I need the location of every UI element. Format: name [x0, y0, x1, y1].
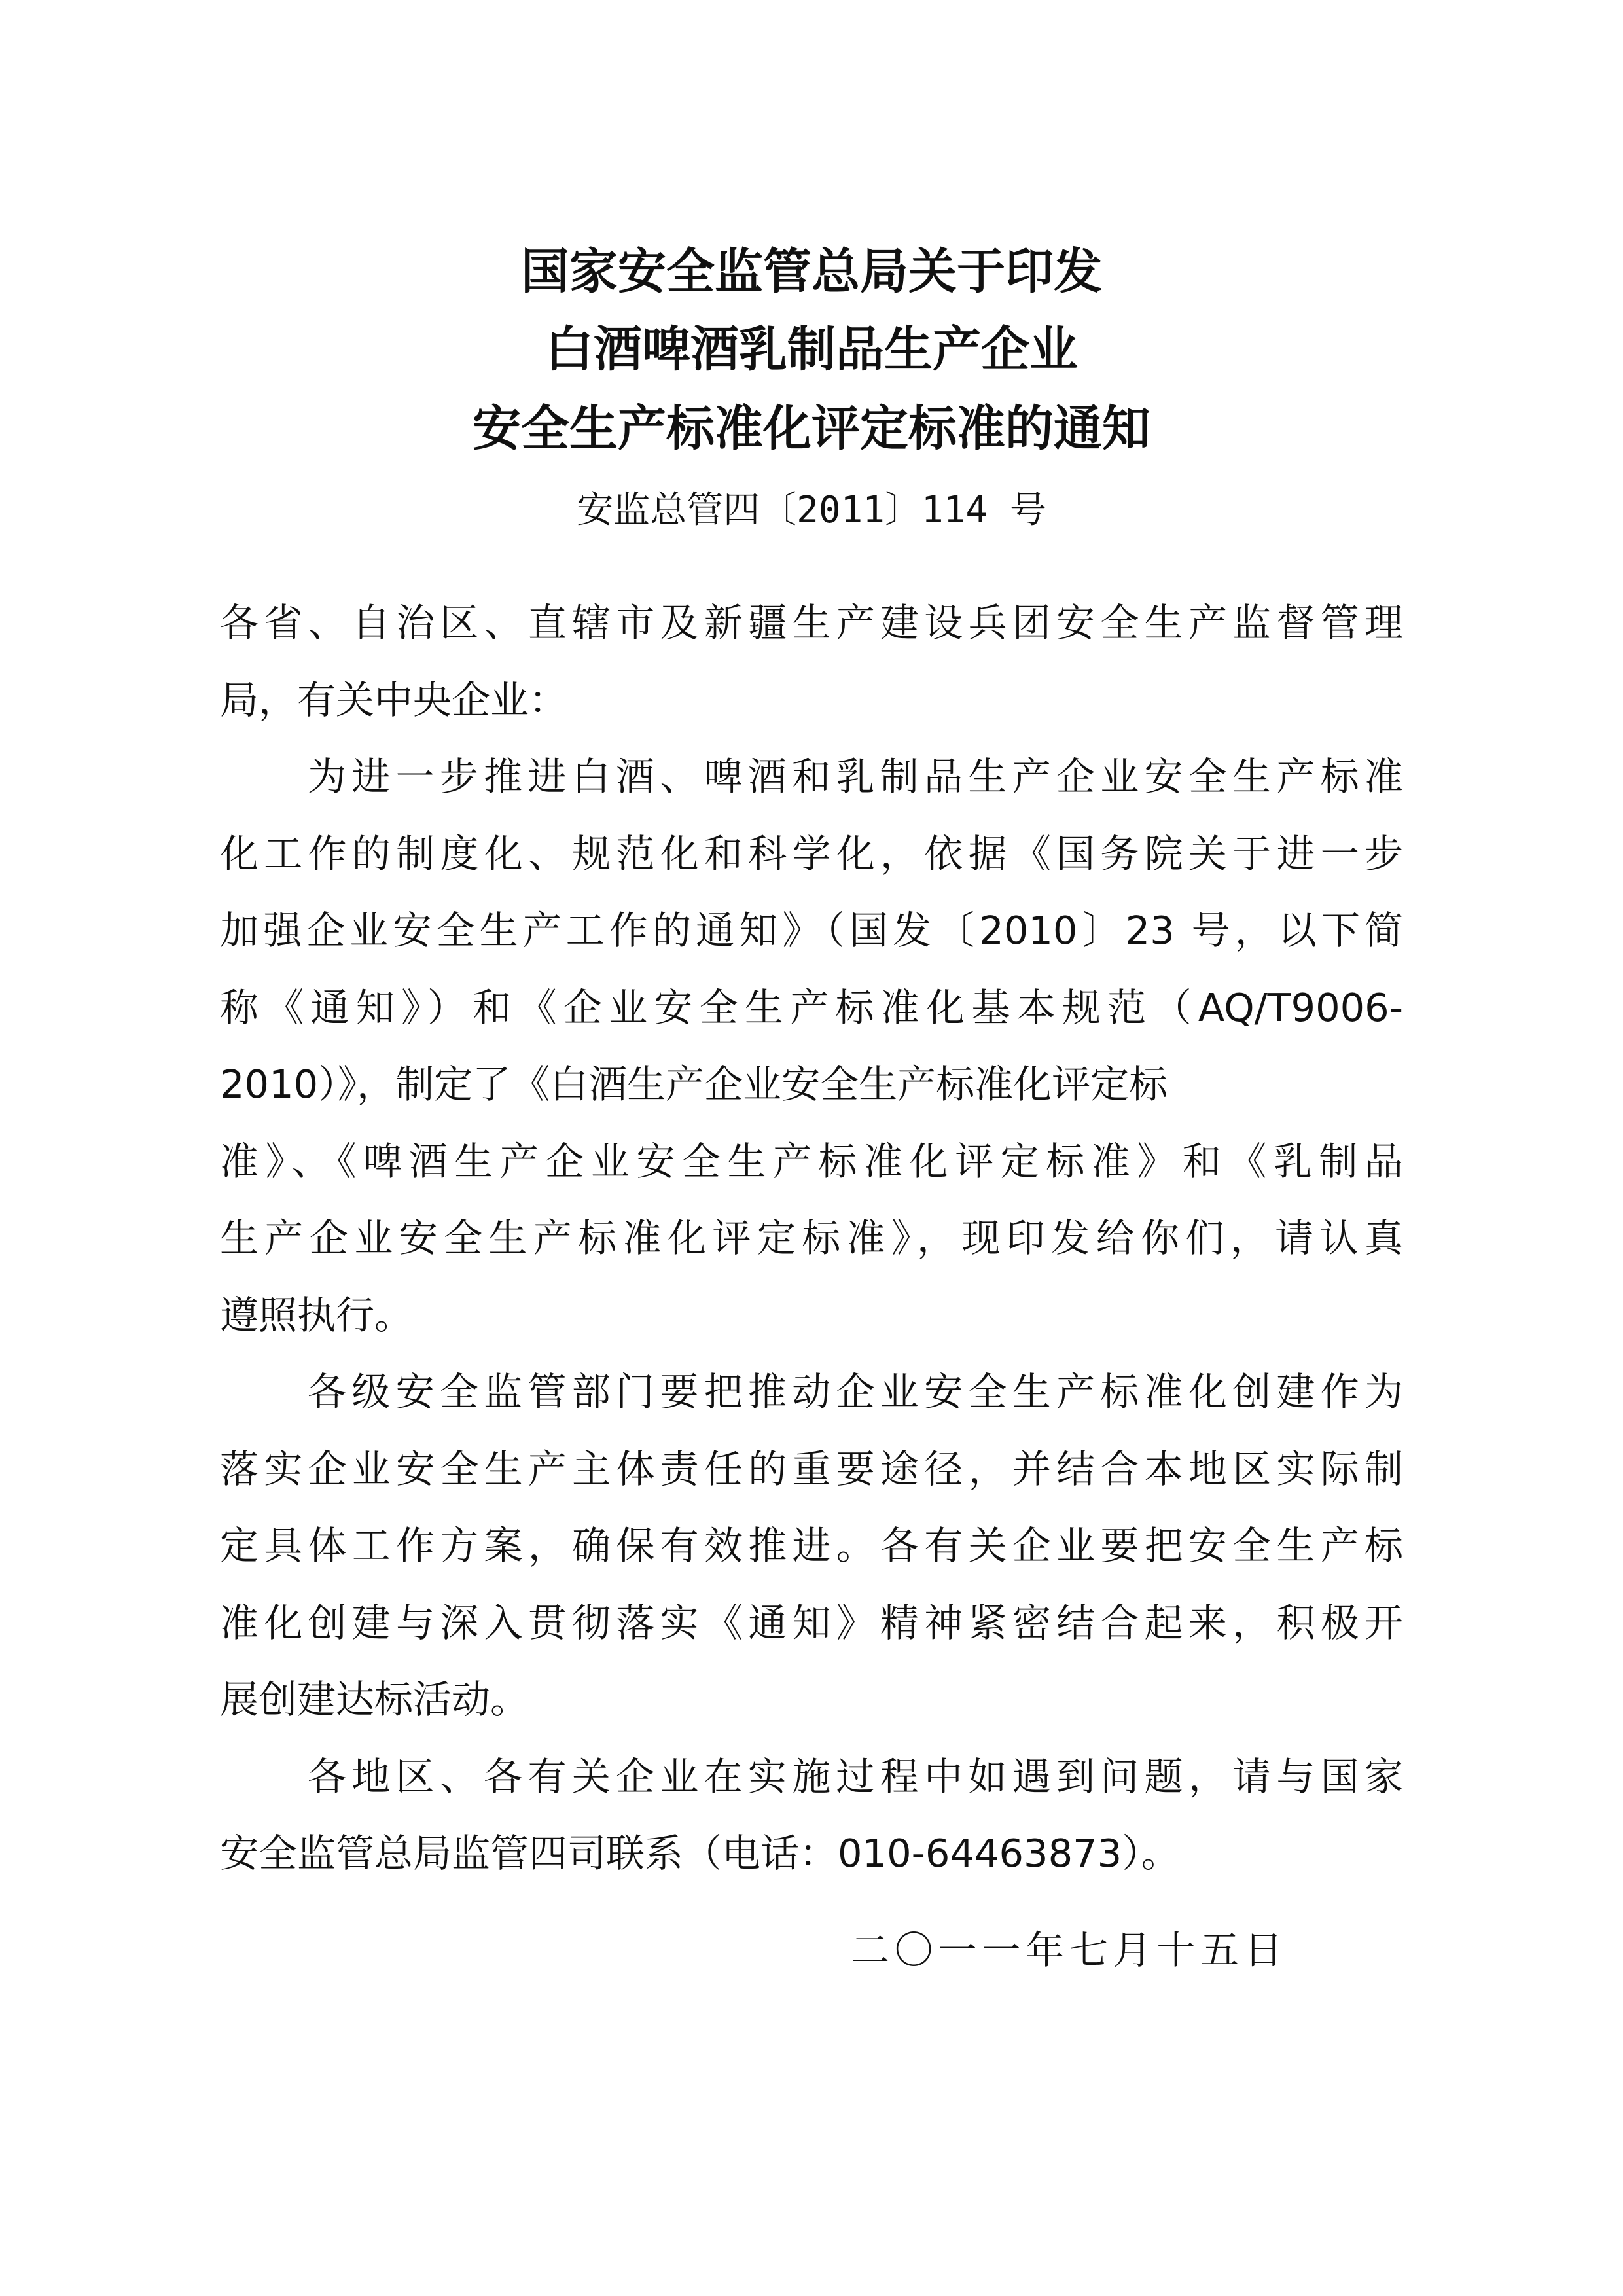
- paragraph-3-line: 各地区、各有关企业在实施过程中如遇到问题，请与国家: [308, 1754, 1403, 1799]
- document-title-line-1: 国家安全监管总局关于印发: [521, 243, 1102, 300]
- paragraph-2-line: 展创建达标活动。: [220, 1677, 529, 1722]
- paragraph-2-line: 各级安全监管部门要把推动企业安全生产标准化创建作为: [308, 1369, 1403, 1414]
- paragraph-1-line: 为进一步推进白酒、啤酒和乳制品生产企业安全生产标准: [308, 754, 1403, 799]
- paragraph-1-line: 遵照执行。: [220, 1293, 414, 1338]
- paragraph-3-line: 安全监管总局监管四司联系（电话：010-64463873）。: [220, 1831, 1180, 1876]
- paragraph-2-line: 落实企业安全生产主体责任的重要途径，并结合本地区实际制: [220, 1446, 1403, 1492]
- addressee-line: 局，有关中央企业：: [220, 677, 568, 723]
- document-title-line-3: 安全生产标准化评定标准的通知: [473, 401, 1150, 457]
- paragraph-1-line: 加强企业安全生产工作的通知》（国发〔2010〕23 号，以下简: [220, 908, 1403, 953]
- document-number: 安监总管四〔2011〕114 号: [577, 489, 1046, 531]
- document-title-line-2: 白酒啤酒乳制品生产企业: [545, 321, 1078, 378]
- paragraph-1-line: 2010）》，制定了《白酒生产企业安全生产标准化评定标: [220, 1062, 1168, 1107]
- paragraph-1-line: 准》、《啤酒生产企业安全生产标准化评定标准》和《乳制品: [220, 1139, 1403, 1184]
- document-date: 二〇一一年七月十五日: [851, 1928, 1283, 1973]
- paragraph-2-line: 准化创建与深入贯彻落实《通知》精神紧密结合起来，积极开: [220, 1600, 1403, 1645]
- paragraph-2-line: 定具体工作方案，确保有效推进。各有关企业要把安全生产标: [220, 1523, 1403, 1568]
- addressee-line: 各省、自治区、直辖市及新疆生产建设兵团安全生产监督管理: [220, 600, 1403, 645]
- paragraph-1-line: 称《通知》）和《企业安全生产标准化基本规范（AQ/T9006-: [220, 985, 1403, 1030]
- paragraph-1-line: 化工作的制度化、规范化和科学化，依据《国务院关于进一步: [220, 831, 1403, 876]
- paragraph-1-line: 生产企业安全生产标准化评定标准》，现印发给你们，请认真: [220, 1215, 1403, 1261]
